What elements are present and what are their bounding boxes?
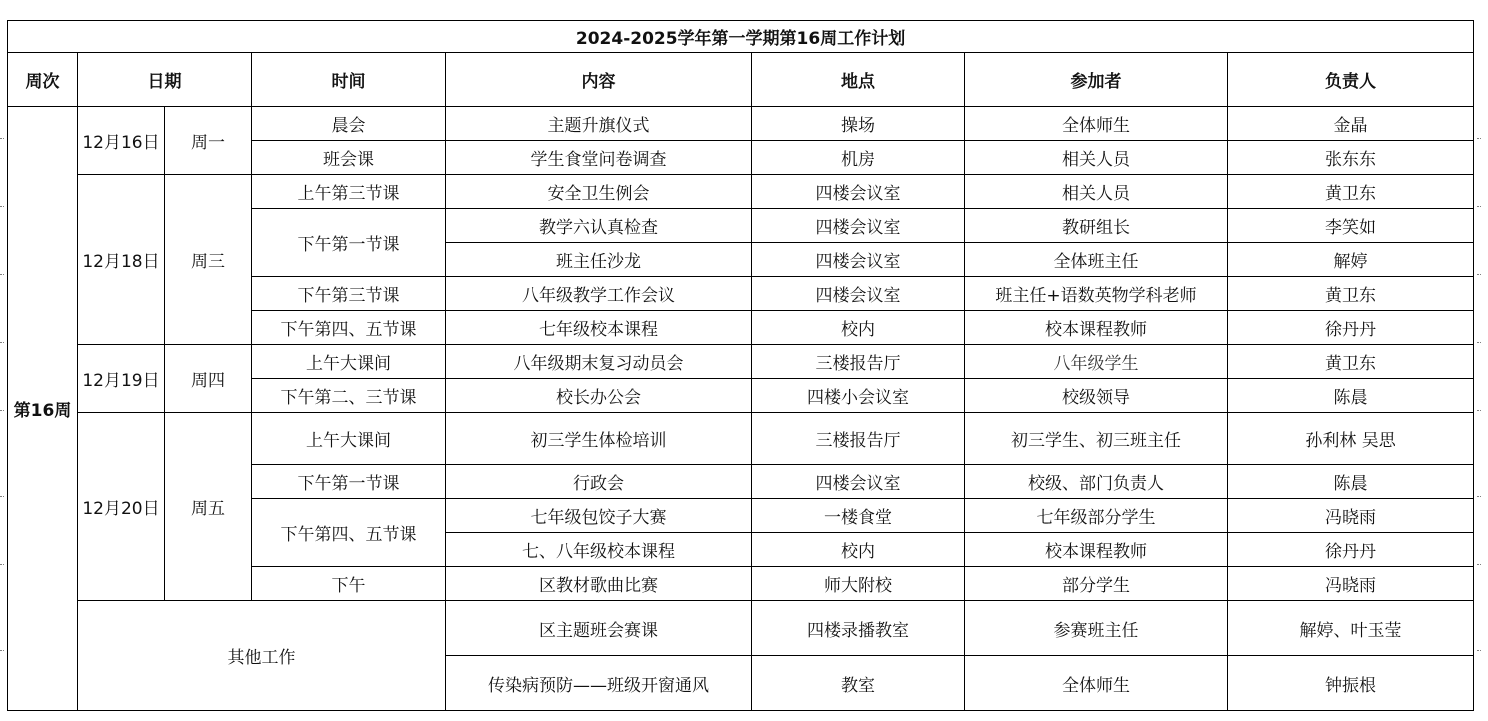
attendees-cell[interactable]: 全体师生 [965, 107, 1228, 141]
attendees-cell[interactable]: 相关人员 [965, 175, 1228, 209]
content-cell[interactable]: 七年级包饺子大赛 [446, 499, 752, 533]
margin-tick [1477, 564, 1481, 565]
table-title[interactable]: 2024-2025学年第一学期第16周工作计划 [8, 21, 1474, 53]
time-cell[interactable]: 下午第二、三节课 [252, 379, 446, 413]
owner-cell[interactable]: 徐丹丹 [1228, 311, 1474, 345]
attendees-cell[interactable]: 七年级部分学生 [965, 499, 1228, 533]
margin-tick [1477, 496, 1481, 497]
attendees-cell[interactable]: 校本课程教师 [965, 311, 1228, 345]
title-row [8, 21, 1474, 53]
header-week[interactable]: 周次 [8, 53, 78, 107]
owner-cell[interactable]: 冯晓雨 [1228, 499, 1474, 533]
place-cell[interactable]: 三楼报告厅 [752, 413, 965, 465]
place-cell[interactable]: 四楼录播教室 [752, 601, 965, 656]
margin-tick [1477, 274, 1481, 275]
date-cell[interactable]: 12月16日 [78, 107, 165, 175]
table-row [8, 345, 1474, 379]
attendees-cell[interactable]: 校级领导 [965, 379, 1228, 413]
time-cell[interactable]: 上午第三节课 [252, 175, 446, 209]
owner-cell[interactable]: 陈晨 [1228, 465, 1474, 499]
place-cell[interactable]: 校内 [752, 533, 965, 567]
header-date[interactable]: 日期 [78, 53, 252, 107]
margin-tick [1477, 138, 1481, 139]
header-attendees[interactable]: 参加者 [965, 53, 1228, 107]
owner-cell[interactable]: 徐丹丹 [1228, 533, 1474, 567]
attendees-cell[interactable]: 校本课程教师 [965, 533, 1228, 567]
attendees-cell[interactable]: 相关人员 [965, 141, 1228, 175]
margin-tick [0, 496, 4, 497]
date-cell[interactable]: 12月19日 [78, 345, 165, 413]
attendees-cell[interactable]: 初三学生、初三班主任 [965, 413, 1228, 465]
content-cell[interactable]: 教学六认真检查 [446, 209, 752, 243]
margin-tick [0, 410, 4, 411]
owner-cell[interactable]: 孙利林 吴思 [1228, 413, 1474, 465]
weekday-cell[interactable]: 周四 [165, 345, 252, 413]
margin-tick [0, 564, 4, 565]
time-cell[interactable]: 上午大课间 [252, 345, 446, 379]
owner-cell[interactable]: 钟振根 [1228, 656, 1474, 711]
attendees-cell[interactable]: 参赛班主任 [965, 601, 1228, 656]
attendees-cell[interactable]: 部分学生 [965, 567, 1228, 601]
owner-cell[interactable]: 黄卫东 [1228, 277, 1474, 311]
owner-cell[interactable]: 冯晓雨 [1228, 567, 1474, 601]
week-label[interactable]: 第16周 [8, 107, 78, 711]
content-cell[interactable]: 学生食堂问卷调查 [446, 141, 752, 175]
place-cell[interactable]: 机房 [752, 141, 965, 175]
content-cell[interactable]: 安全卫生例会 [446, 175, 752, 209]
weekday-cell[interactable]: 周三 [165, 175, 252, 345]
attendees-cell[interactable]: 全体师生 [965, 656, 1228, 711]
content-cell[interactable]: 行政会 [446, 465, 752, 499]
place-cell[interactable]: 四楼会议室 [752, 465, 965, 499]
header-content[interactable]: 内容 [446, 53, 752, 107]
content-cell[interactable]: 七年级校本课程 [446, 311, 752, 345]
content-cell[interactable]: 区教材歌曲比赛 [446, 567, 752, 601]
content-cell[interactable]: 区主题班会赛课 [446, 601, 752, 656]
content-cell[interactable]: 传染病预防——班级开窗通风 [446, 656, 752, 711]
place-cell[interactable]: 四楼会议室 [752, 175, 965, 209]
header-owner[interactable]: 负责人 [1228, 53, 1474, 107]
margin-tick [0, 274, 4, 275]
owner-cell[interactable]: 黄卫东 [1228, 175, 1474, 209]
table-row [8, 107, 1474, 141]
content-cell[interactable]: 初三学生体检培训 [446, 413, 752, 465]
attendees-cell[interactable]: 校级、部门负责人 [965, 465, 1228, 499]
margin-tick [0, 650, 4, 651]
place-cell[interactable]: 四楼会议室 [752, 277, 965, 311]
date-cell[interactable]: 12月20日 [78, 413, 165, 601]
date-cell[interactable]: 12月18日 [78, 175, 165, 345]
attendees-cell[interactable]: 八年级学生 [965, 345, 1228, 379]
content-cell[interactable]: 八年级教学工作会议 [446, 277, 752, 311]
header-place[interactable]: 地点 [752, 53, 965, 107]
owner-cell[interactable]: 解婷、叶玉莹 [1228, 601, 1474, 656]
place-cell[interactable]: 操场 [752, 107, 965, 141]
attendees-cell[interactable]: 全体班主任 [965, 243, 1228, 277]
content-cell[interactable]: 七、八年级校本课程 [446, 533, 752, 567]
margin-tick [1477, 410, 1481, 411]
time-cell[interactable]: 下午第一节课 [252, 465, 446, 499]
header-row [8, 53, 1474, 107]
place-cell[interactable]: 校内 [752, 311, 965, 345]
place-cell[interactable]: 四楼小会议室 [752, 379, 965, 413]
place-cell[interactable]: 三楼报告厅 [752, 345, 965, 379]
owner-cell[interactable]: 张东东 [1228, 141, 1474, 175]
time-cell[interactable]: 晨会 [252, 107, 446, 141]
table-row [8, 413, 1474, 465]
time-cell[interactable]: 下午第四、五节课 [252, 499, 446, 567]
place-cell[interactable]: 四楼会议室 [752, 243, 965, 277]
owner-cell[interactable]: 陈晨 [1228, 379, 1474, 413]
time-cell[interactable]: 上午大课间 [252, 413, 446, 465]
owner-cell[interactable]: 黄卫东 [1228, 345, 1474, 379]
work-plan-table [7, 20, 1474, 711]
margin-tick [1477, 650, 1481, 651]
margin-tick [0, 342, 4, 343]
margin-tick [1477, 342, 1481, 343]
other-work-label[interactable]: 其他工作 [78, 601, 446, 711]
place-cell[interactable]: 教室 [752, 656, 965, 711]
time-cell[interactable]: 下午第一节课 [252, 209, 446, 277]
content-cell[interactable]: 班主任沙龙 [446, 243, 752, 277]
margin-tick [1477, 206, 1481, 207]
attendees-cell[interactable]: 班主任+语数英物学科老师 [965, 277, 1228, 311]
table-row [8, 175, 1474, 209]
attendees-cell[interactable]: 教研组长 [965, 209, 1228, 243]
table-row [8, 601, 1474, 656]
content-cell[interactable]: 八年级期末复习动员会 [446, 345, 752, 379]
content-cell[interactable]: 主题升旗仪式 [446, 107, 752, 141]
margin-tick [0, 206, 4, 207]
header-time[interactable]: 时间 [252, 53, 446, 107]
time-cell[interactable]: 下午 [252, 567, 446, 601]
weekday-cell[interactable]: 周一 [165, 107, 252, 175]
time-cell[interactable]: 下午第四、五节课 [252, 311, 446, 345]
weekday-cell[interactable]: 周五 [165, 413, 252, 601]
owner-cell[interactable]: 李笑如 [1228, 209, 1474, 243]
owner-cell[interactable]: 解婷 [1228, 243, 1474, 277]
place-cell[interactable]: 四楼会议室 [752, 209, 965, 243]
place-cell[interactable]: 师大附校 [752, 567, 965, 601]
time-cell[interactable]: 班会课 [252, 141, 446, 175]
margin-tick [0, 138, 4, 139]
content-cell[interactable]: 校长办公会 [446, 379, 752, 413]
place-cell[interactable]: 一楼食堂 [752, 499, 965, 533]
owner-cell[interactable]: 金晶 [1228, 107, 1474, 141]
time-cell[interactable]: 下午第三节课 [252, 277, 446, 311]
